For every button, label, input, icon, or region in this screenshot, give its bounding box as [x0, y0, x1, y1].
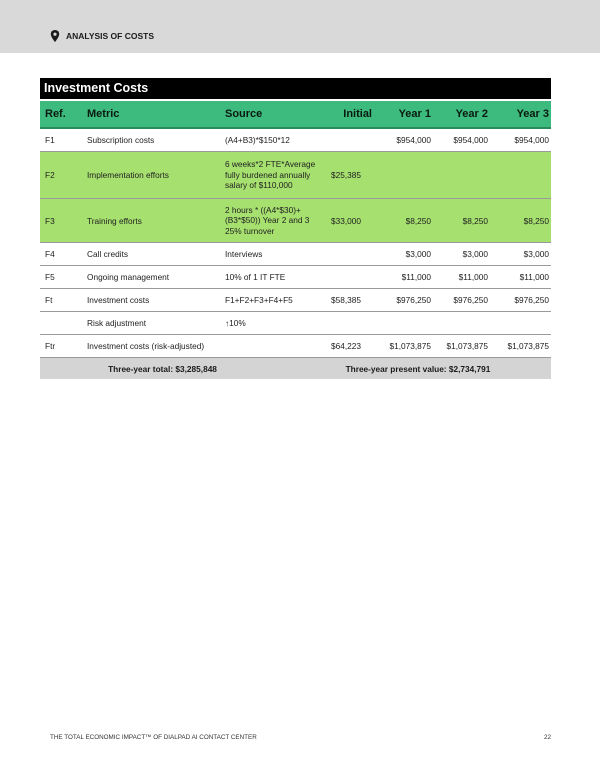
cell-metric: Implementation efforts [87, 170, 169, 180]
column-header-initial: Initial [343, 108, 372, 120]
cell-ref: Ft [45, 295, 53, 305]
cell-year3: $954,000 [514, 135, 549, 145]
cell-initial: $25,385 [331, 170, 361, 180]
cell-ref: F2 [45, 170, 55, 180]
cell-year3: $976,250 [514, 295, 549, 305]
footer-title: THE TOTAL ECONOMIC IMPACT™ OF DIALPAD AI CONTACT CENTER [50, 734, 257, 741]
cell-ref: F3 [45, 215, 55, 226]
page-header-band [0, 0, 600, 53]
cell-year3: $11,000 [519, 272, 549, 282]
table-header-row [40, 99, 551, 129]
summary-row [40, 358, 551, 379]
cell-source: 6 weeks*2 FTE*Average fully burdened annually salary of $110,000 [225, 159, 316, 191]
cell-source: 2 hours * ((A4*$30)+(B3*$50)) Year 2 and 3 25% turnover [225, 204, 310, 236]
cell-metric: Training efforts [87, 215, 142, 226]
cell-year2: $1,073,875 [446, 341, 488, 351]
page-number: 22 [543, 734, 551, 741]
cell-year2: $976,250 [453, 295, 488, 305]
table-title: Investment Costs [40, 78, 551, 99]
cell-source: Interviews [225, 248, 263, 259]
table-row [40, 312, 551, 335]
column-header-year2: Year 2 [455, 108, 488, 120]
cell-ref: F5 [45, 272, 55, 282]
cell-ref: Ftr [45, 341, 56, 351]
cell-source: (A4+B3)*$150*12 [225, 134, 290, 145]
table-row [40, 289, 551, 312]
column-header-source: Source [225, 107, 263, 120]
cell-metric: Investment costs [87, 295, 150, 305]
cell-source: F1+F2+F3+F4+F5 [225, 294, 293, 305]
section-label: ANALYSIS OF COSTS [66, 31, 155, 41]
cell-metric: Investment costs (risk-adjusted) [87, 341, 205, 351]
cell-year1: $8,250 [405, 215, 431, 226]
column-header-metric: Metric [87, 108, 120, 120]
table-row [40, 335, 551, 358]
column-header-ref: Ref. [45, 108, 66, 120]
table-row [40, 266, 551, 289]
cell-source: ↑10% [225, 317, 246, 328]
cell-metric: Subscription costs [87, 135, 155, 145]
table-row [40, 129, 551, 152]
cell-metric: Call credits [87, 249, 129, 259]
cell-initial: $64,223 [331, 341, 361, 351]
cell-initial: $58,385 [331, 295, 361, 305]
three-year-total: Three-year total: $3,285,848 [108, 363, 217, 374]
cell-year3: $8,250 [523, 215, 549, 226]
table-row [40, 199, 551, 243]
cell-year2: $954,000 [453, 135, 488, 145]
investment-costs-table [40, 78, 551, 379]
section-title [50, 30, 154, 42]
cell-year1: $954,000 [396, 135, 431, 145]
cell-year1: $976,250 [396, 295, 431, 305]
page-footer [50, 734, 551, 741]
cell-metric: Ongoing management [87, 272, 170, 282]
column-header-year1: Year 1 [398, 108, 431, 120]
cell-ref: F1 [45, 135, 55, 145]
cell-source: 10% of 1 IT FTE [225, 271, 286, 282]
three-year-present-value: Three-year present value: $2,734,791 [345, 363, 491, 374]
map-pin-icon [50, 30, 60, 42]
cell-year2: $8,250 [462, 215, 488, 226]
cell-year1: $11,000 [401, 272, 431, 282]
table-row [40, 243, 551, 266]
cell-metric: Risk adjustment [87, 318, 147, 328]
cell-initial: $33,000 [331, 215, 361, 226]
cell-ref: F4 [45, 249, 55, 259]
cell-year3: $3,000 [523, 249, 549, 259]
cell-year2: $11,000 [458, 272, 488, 282]
column-header-year3: Year 3 [516, 108, 549, 120]
table-row [40, 152, 551, 199]
cell-year2: $3,000 [462, 249, 488, 259]
cell-year3: $1,073,875 [507, 341, 549, 351]
cell-year1: $3,000 [405, 249, 431, 259]
cell-year1: $1,073,875 [389, 341, 431, 351]
